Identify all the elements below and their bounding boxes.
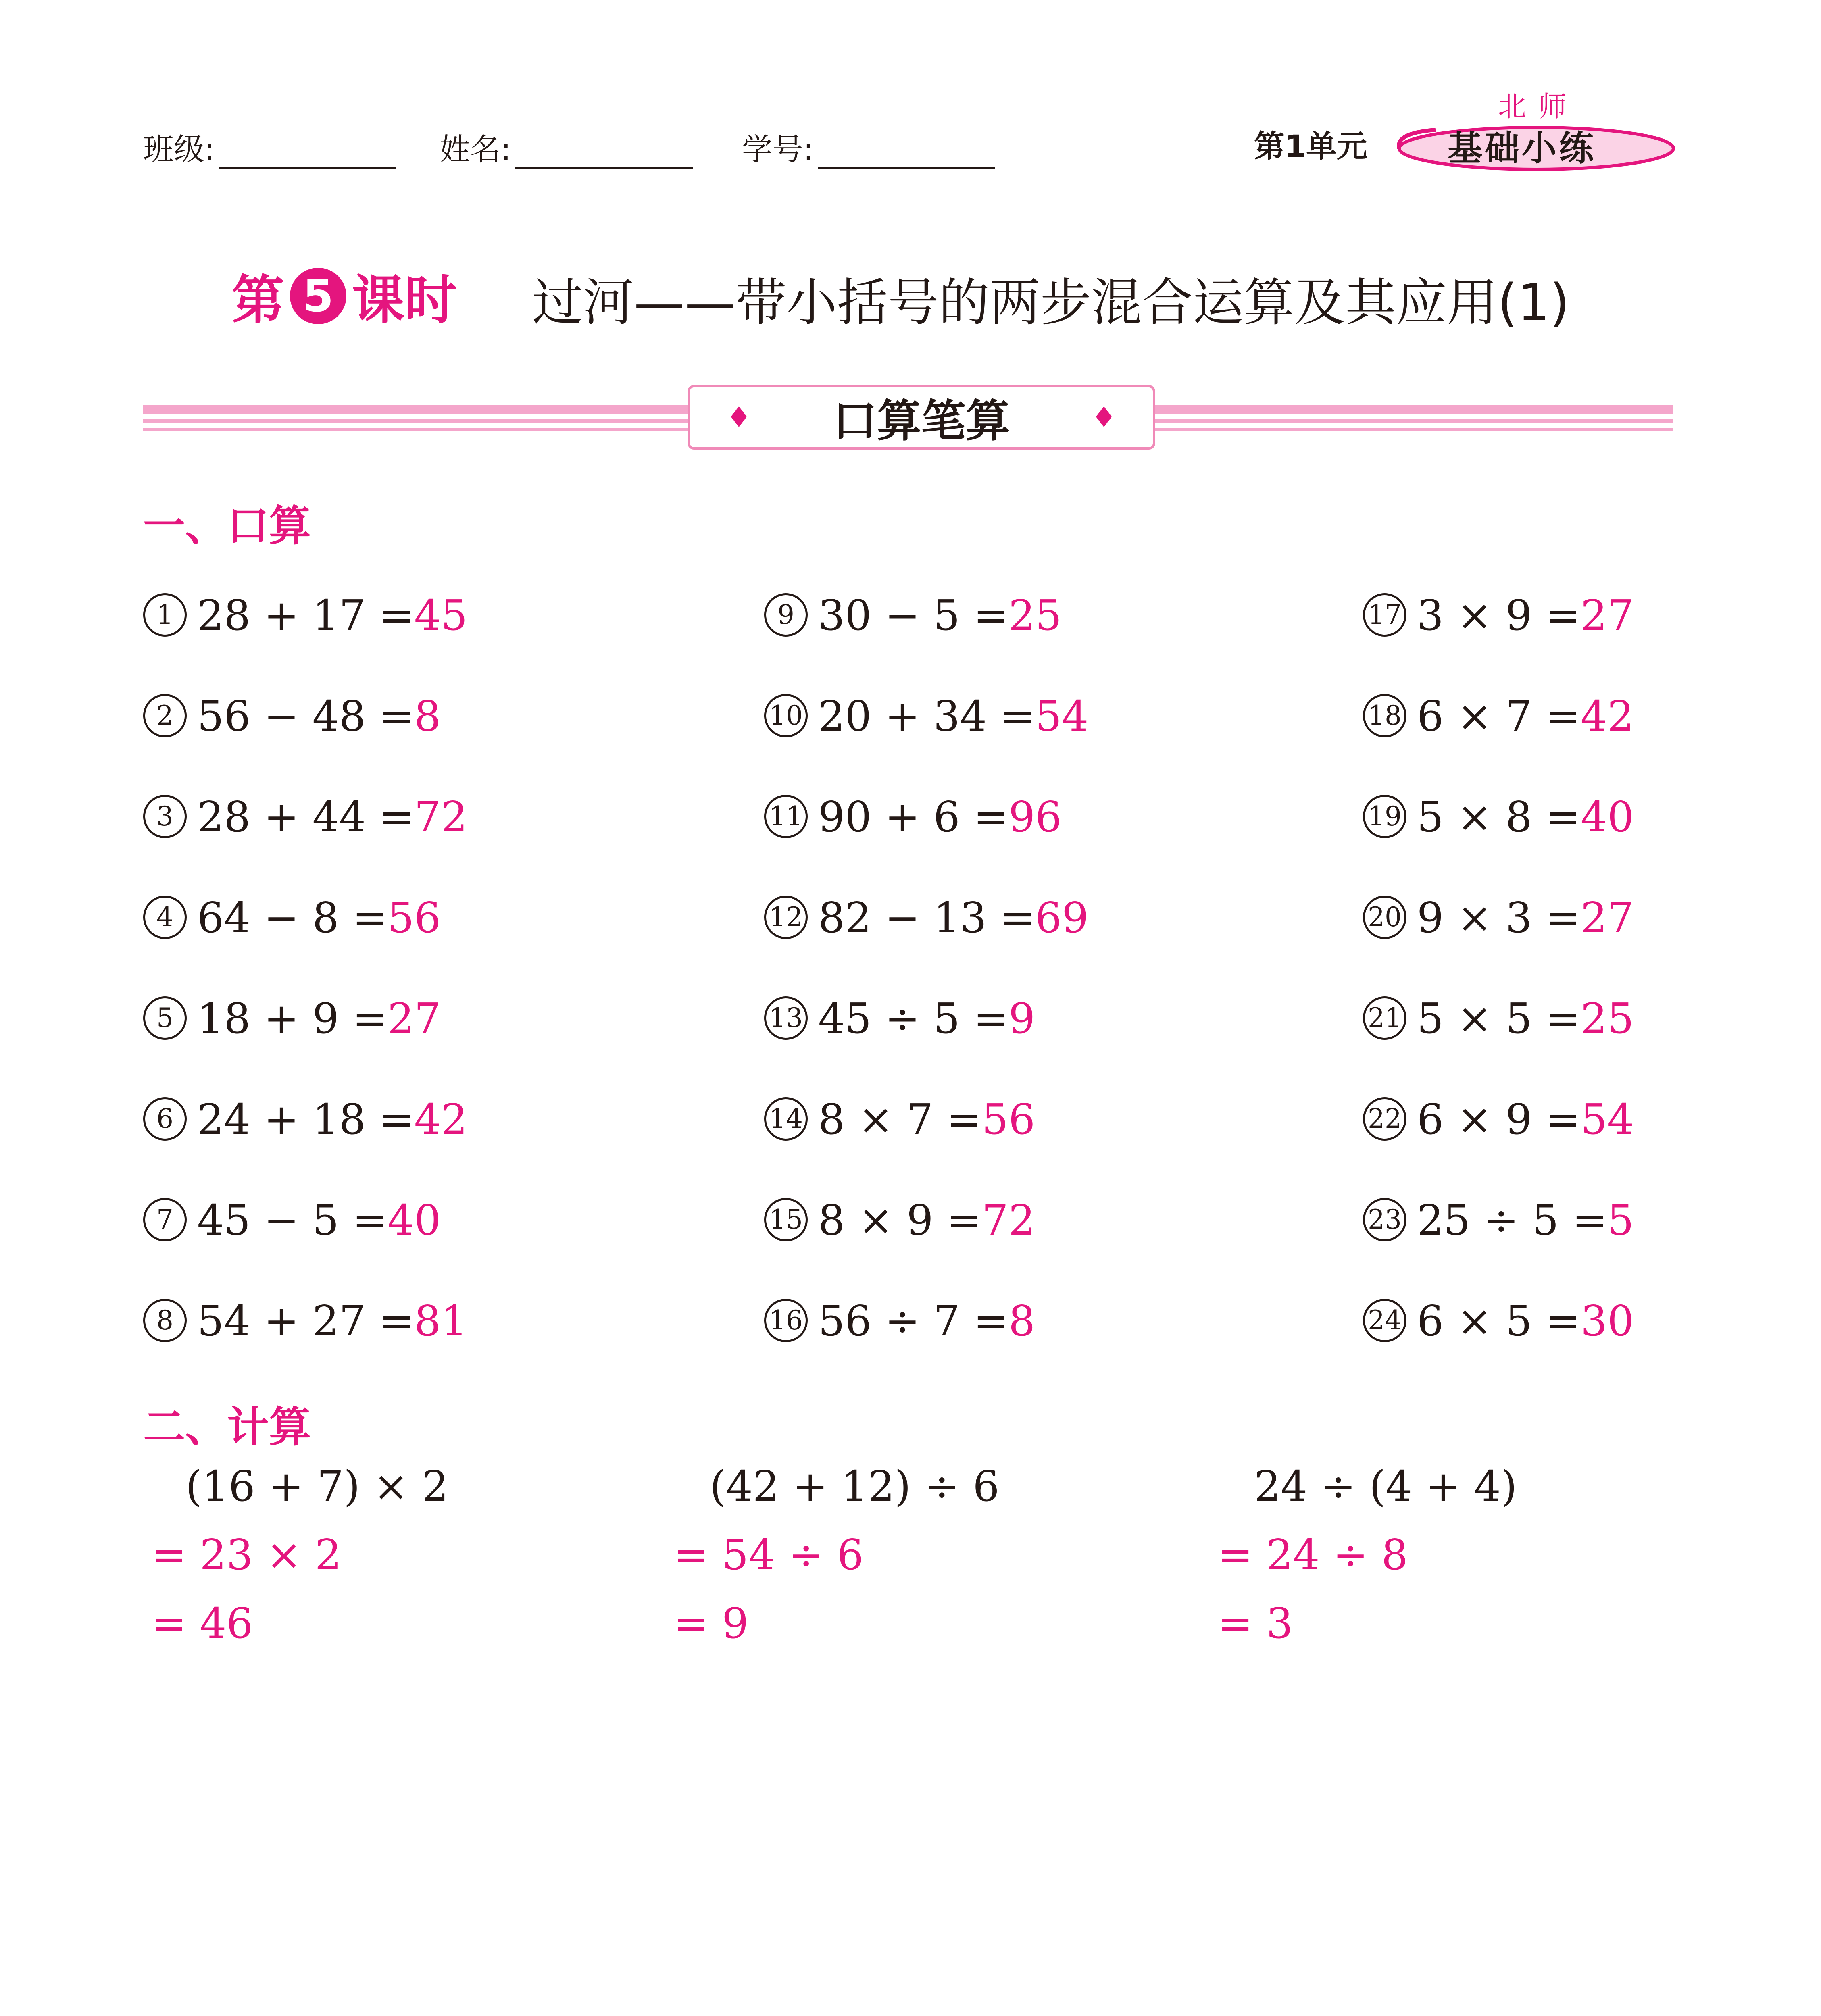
brand-label: 基础小练 (1448, 128, 1596, 169)
oral-item (1363, 893, 1634, 943)
item-number: 4 (143, 896, 187, 939)
band-label-box (688, 385, 1155, 450)
item-expression: 56 ÷ 7 = (818, 1296, 1008, 1345)
item-answer: 72 (414, 792, 468, 841)
unit-label: 第1单元 (1254, 128, 1367, 164)
oral-item (1363, 792, 1634, 842)
oral-item (764, 792, 1062, 842)
item-number: 21 (1363, 996, 1406, 1040)
oral-item (764, 591, 1062, 641)
item-number: 15 (764, 1198, 808, 1241)
item-answer: 27 (1580, 893, 1634, 942)
item-number: 1 (143, 593, 187, 637)
page-title: 过河——带小括号的两步混合运算及其应用(1) (532, 273, 1570, 332)
item-expression: 82 − 13 = (818, 893, 1036, 942)
item-expression: 54 + 27 = (197, 1296, 415, 1345)
oral-item (1363, 1296, 1634, 1346)
item-number: 9 (764, 593, 808, 637)
calc-step: = 54 ÷ 6 (673, 1530, 864, 1579)
item-expression: 5 × 5 = (1417, 994, 1581, 1043)
section-calc-title: 二、计算 (143, 1402, 311, 1452)
calc-step: = 23 × 2 (151, 1530, 342, 1579)
diamond-icon: ♦ (1091, 401, 1117, 434)
item-answer: 30 (1580, 1296, 1634, 1345)
student-id-field[interactable] (742, 125, 995, 169)
student-id-label: 学号: (742, 131, 814, 167)
calc-step: = 9 (673, 1599, 749, 1648)
item-number: 16 (764, 1299, 808, 1342)
item-answer: 5 (1607, 1195, 1634, 1245)
item-number: 20 (1363, 896, 1406, 939)
band-label: 口算笔算 (833, 395, 1010, 447)
item-number: 12 (764, 896, 808, 939)
lesson-label (232, 258, 457, 333)
item-expression: 45 − 5 = (197, 1195, 388, 1245)
item-answer: 25 (1008, 591, 1062, 640)
calc-step: = 46 (151, 1599, 253, 1648)
item-expression: 25 ÷ 5 = (1417, 1195, 1607, 1245)
item-expression: 6 × 9 = (1417, 1095, 1581, 1144)
calc-expression: (16 + 7) × 2 (185, 1462, 449, 1511)
item-expression: 8 × 9 = (818, 1195, 982, 1245)
item-number: 5 (143, 996, 187, 1040)
item-expression: 30 − 5 = (818, 591, 1008, 640)
item-answer: 56 (387, 893, 441, 942)
calc-step: = 24 ÷ 8 (1218, 1530, 1408, 1579)
name-field[interactable] (440, 125, 693, 169)
item-answer: 27 (387, 994, 441, 1043)
brand-top-label: 北师 (1498, 90, 1579, 123)
item-number: 23 (1363, 1198, 1406, 1241)
item-expression: 28 + 44 = (197, 792, 415, 841)
item-expression: 6 × 5 = (1417, 1296, 1581, 1345)
oral-item (143, 1296, 467, 1346)
oral-item (764, 1195, 1035, 1245)
item-expression: 28 + 17 = (197, 591, 415, 640)
oral-item (1363, 691, 1634, 741)
oral-item (1363, 994, 1634, 1044)
item-expression: 8 × 7 = (818, 1095, 982, 1144)
oral-item (764, 994, 1035, 1044)
oral-item (143, 1195, 441, 1245)
item-number: 6 (143, 1097, 187, 1141)
item-number: 10 (764, 694, 808, 737)
oral-item (764, 691, 1088, 741)
item-answer: 81 (414, 1296, 468, 1345)
oral-item (143, 893, 441, 943)
item-answer: 69 (1035, 893, 1089, 942)
item-number: 11 (764, 795, 808, 838)
item-expression: 45 ÷ 5 = (818, 994, 1008, 1043)
oral-item (764, 893, 1088, 943)
item-answer: 72 (981, 1195, 1036, 1245)
lesson-prefix: 第 (232, 269, 285, 331)
item-expression: 20 + 34 = (818, 691, 1036, 741)
item-answer: 54 (1035, 691, 1089, 741)
item-answer: 42 (414, 1095, 468, 1144)
item-answer: 40 (1580, 792, 1634, 841)
item-number: 2 (143, 694, 187, 737)
oral-item (1363, 591, 1634, 641)
oral-item (143, 691, 441, 741)
section-oral-title: 一、口算 (143, 501, 311, 550)
item-number: 3 (143, 795, 187, 838)
item-number: 13 (764, 996, 808, 1040)
item-expression: 6 × 7 = (1417, 691, 1581, 741)
item-expression: 24 + 18 = (197, 1095, 415, 1144)
item-number: 18 (1363, 694, 1406, 737)
item-answer: 8 (414, 691, 441, 741)
item-answer: 45 (414, 591, 468, 640)
item-number: 19 (1363, 795, 1406, 838)
item-expression: 9 × 3 = (1417, 893, 1581, 942)
item-expression: 90 + 6 = (818, 792, 1008, 841)
item-number: 22 (1363, 1097, 1406, 1141)
item-answer: 54 (1580, 1095, 1634, 1144)
diamond-icon: ♦ (726, 401, 752, 434)
item-answer: 9 (1008, 994, 1036, 1043)
oral-item (143, 1095, 467, 1145)
item-expression: 64 − 8 = (197, 893, 388, 942)
oral-item (143, 792, 467, 842)
item-answer: 40 (387, 1195, 441, 1245)
oral-item (143, 994, 441, 1044)
class-field[interactable] (143, 125, 396, 169)
item-answer: 56 (981, 1095, 1036, 1144)
item-expression: 3 × 9 = (1417, 591, 1581, 640)
lesson-number-badge: 5 (290, 268, 346, 324)
name-label: 姓名: (440, 131, 511, 167)
class-label: 班级: (143, 131, 215, 167)
item-expression: 18 + 9 = (197, 994, 388, 1043)
oral-item (1363, 1195, 1634, 1245)
item-expression: 5 × 8 = (1417, 792, 1581, 841)
item-answer: 42 (1580, 691, 1634, 741)
oral-item (764, 1095, 1035, 1145)
item-number: 7 (143, 1198, 187, 1241)
lesson-suffix: 课时 (352, 269, 457, 331)
calc-expression: 24 ÷ (4 + 4) (1254, 1462, 1517, 1511)
item-number: 14 (764, 1097, 808, 1141)
oral-item (764, 1296, 1035, 1346)
item-number: 24 (1363, 1299, 1406, 1342)
oral-item (1363, 1095, 1634, 1145)
calc-step: = 3 (1218, 1599, 1293, 1648)
calc-expression: (42 + 12) ÷ 6 (710, 1462, 1000, 1511)
item-expression: 56 − 48 = (197, 691, 415, 741)
item-answer: 96 (1008, 792, 1062, 841)
item-number: 17 (1363, 593, 1406, 637)
item-answer: 8 (1008, 1296, 1036, 1345)
oral-item (143, 591, 467, 641)
item-answer: 27 (1580, 591, 1634, 640)
item-answer: 25 (1580, 994, 1634, 1043)
item-number: 8 (143, 1299, 187, 1342)
